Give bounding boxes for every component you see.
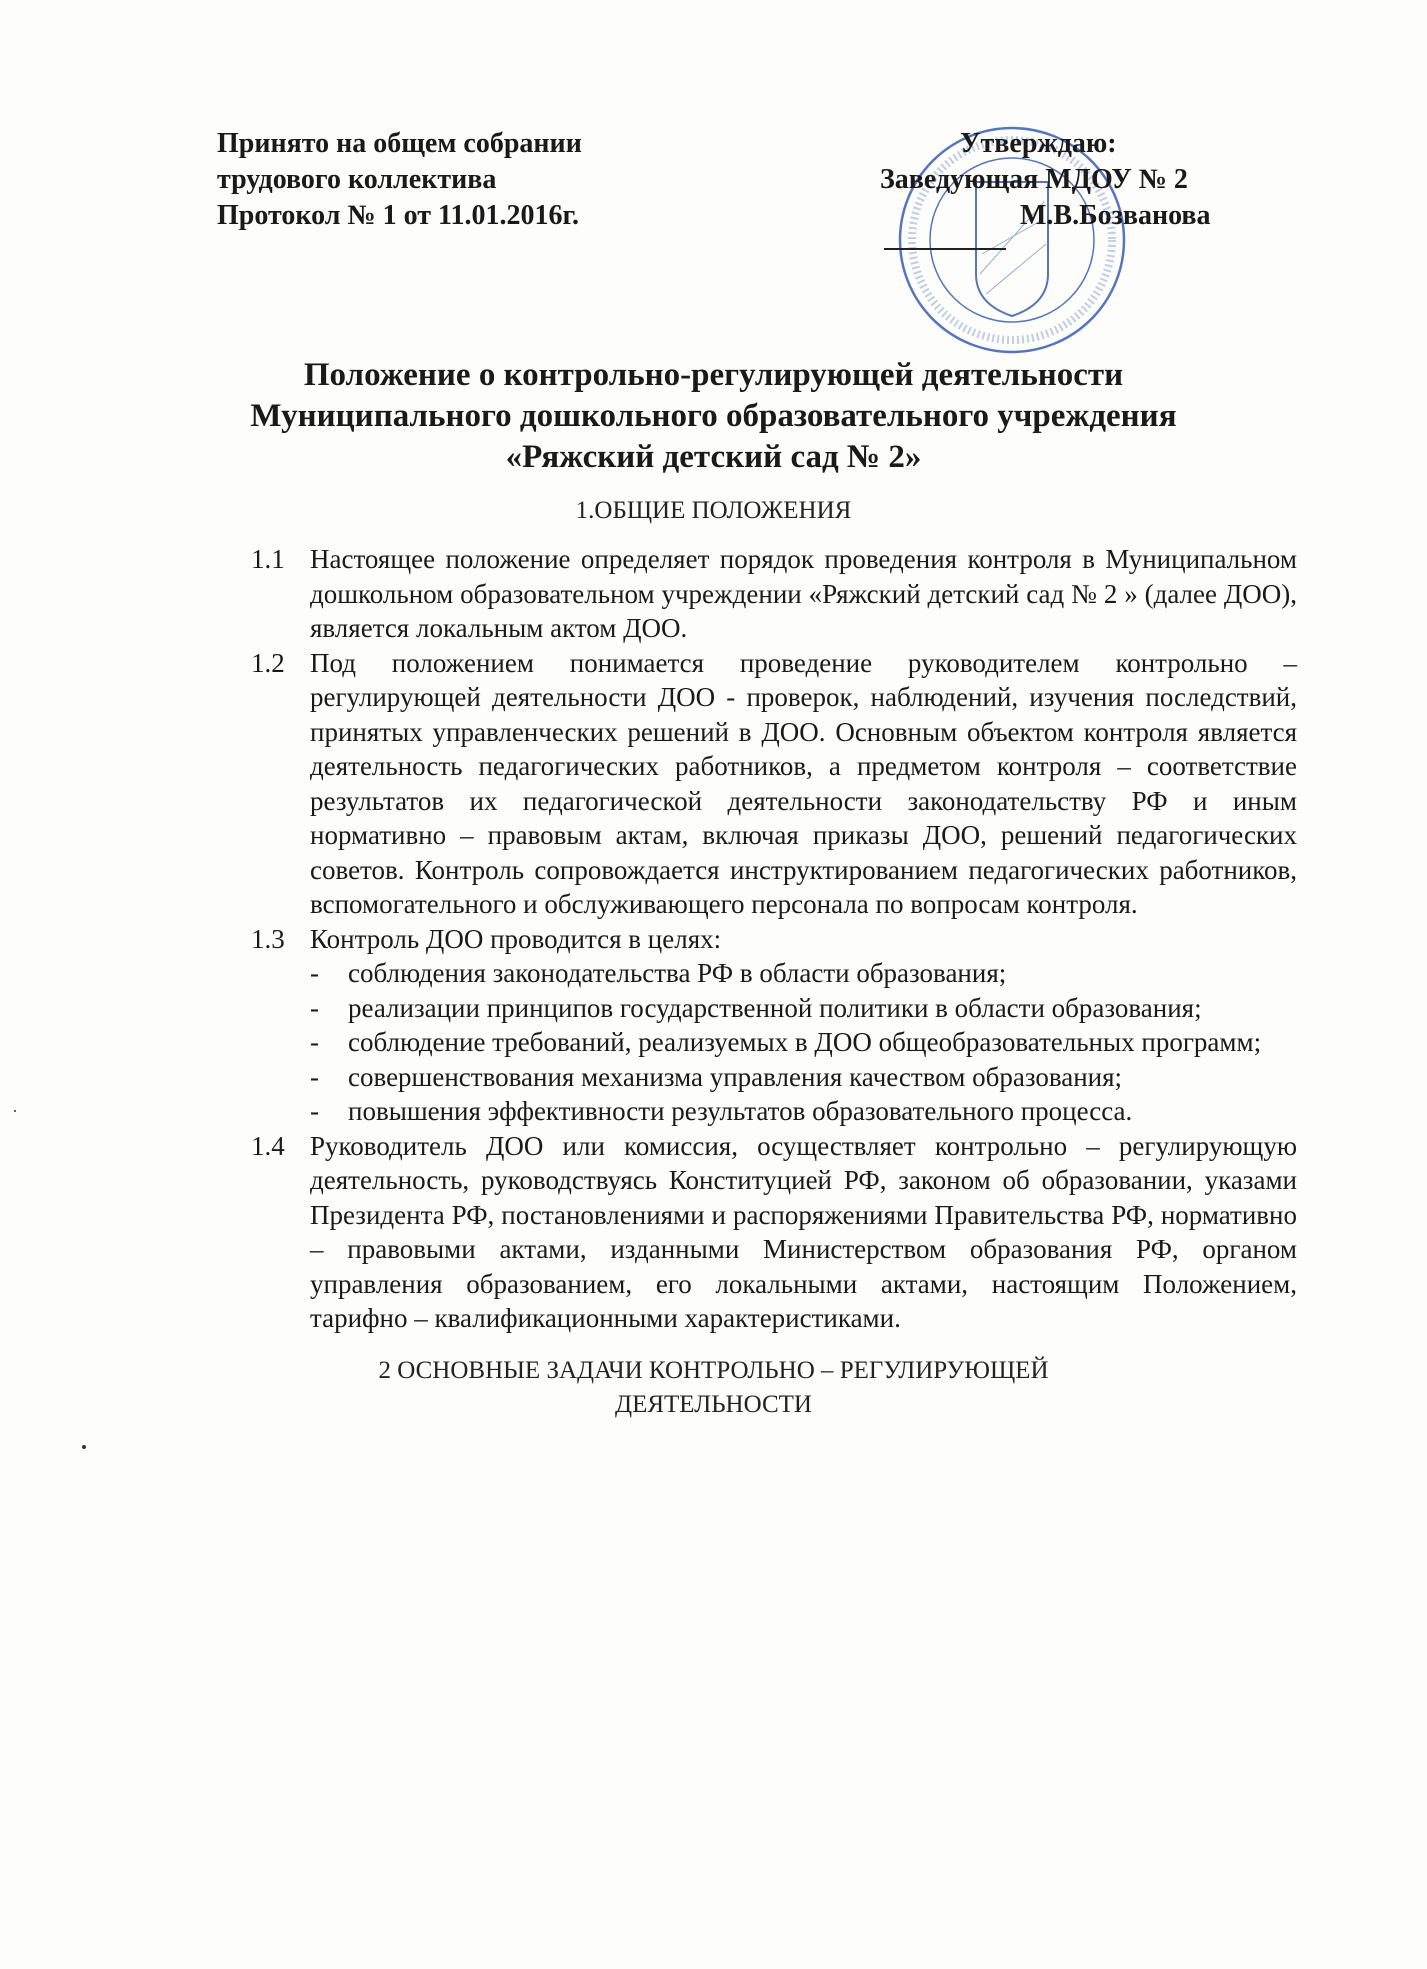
list-item [310, 1025, 1297, 1060]
heading-line: 2 ОСНОВНЫЕ ЗАДАЧИ КОНТРОЛЬНО – РЕГУЛИРУЮЩЕЙ [378, 1356, 1049, 1384]
goals-list [310, 956, 1297, 1129]
scan-speck [14, 1110, 16, 1112]
clause-number: 1.1 [251, 544, 285, 574]
bullet-dash: - [310, 1027, 319, 1057]
bullet-dash: - [310, 958, 319, 988]
list-item-text: соблюдения законодательства РФ в области образования; [348, 958, 1007, 988]
title-line: «Ряжский детский сад № 2» [505, 439, 922, 475]
list-item-text: соблюдение требований, реализуемых в ДОО общеобразовательных программ; [348, 1027, 1262, 1057]
clause-1-2 [251, 646, 1297, 922]
clause-1-3 [251, 922, 1297, 1129]
list-item [310, 991, 1297, 1026]
clause-1-4 [251, 1129, 1297, 1336]
document-title [0, 355, 1427, 478]
bullet-dash: - [310, 1061, 319, 1092]
list-item-text: реализации принципов государственной политики в области образования; [348, 992, 1202, 1023]
heading-line: ДЕЯТЕЛЬНОСТИ [615, 1390, 812, 1418]
bullet-dash: - [310, 1096, 319, 1126]
clause-1-1 [251, 542, 1297, 646]
section-heading-1: 1.ОБЩИЕ ПОЛОЖЕНИЯ [575, 497, 852, 524]
approval-block [880, 126, 1211, 234]
clause-text: Руководитель ДОО или комиссия, осуществляет контрольно – регулирующую деятельность, руководствуясь Конституцией РФ, законом об образовании, указами Президента РФ, постановлениями и распоряжениями Правительства РФ, нормативно – правовыми актами, изданными Министерством образования РФ, органом управления образованием, его локальными актами, настоящим Положением, тарифно – квалификационными характеристиками. [310, 1130, 1297, 1333]
protocol-line: Протокол № 1 от 11.01.2016г. [217, 200, 580, 231]
adoption-line: трудового коллектива [217, 164, 497, 195]
bullet-dash: - [310, 992, 319, 1023]
list-item-text: повышения эффективности результатов образовательного процесса. [348, 1096, 1133, 1126]
clause-number: 1.3 [251, 923, 285, 954]
clause-number: 1.4 [251, 1130, 285, 1161]
list-item-text: совершенствования механизма управления качеством образования; [348, 1061, 1123, 1092]
list-item [310, 1094, 1297, 1129]
approver-position: Заведующая МДОУ № 2 [880, 164, 1188, 195]
clause-text: Контроль ДОО проводится в целях: [310, 923, 722, 954]
list-item [310, 956, 1297, 991]
approver-name: М.В.Бозванова [1020, 200, 1211, 231]
signature-line [884, 248, 1006, 250]
section-heading-2 [0, 1354, 1427, 1422]
title-line: Положение о контрольно-регулирующей деятельности [303, 357, 1124, 393]
clause-text: Под положением понимается проведение руководителем контрольно – регулирующей деятельности ДОО - проверок, наблюдений, изучения последствий, принятых управленческих решений в ДОО. Основным объектом контроля является деятельность педагогических работников, а предметом контроля – соответствие результатов их педагогической деятельности законодательству РФ и иным нормативно – правовым актам, включая приказы ДОО, решений педагогических советов. Контроль сопровождается инструктированием педагогических работников, вспомогательного и обслуживающего персонала по вопросам контроля. [310, 647, 1297, 919]
approve-label: Утверждаю: [960, 128, 1117, 159]
title-line: Муниципального дошкольного образовательного учреждения [250, 398, 1177, 434]
clause-text: Настоящее положение определяет порядок проведения контроля в Муниципальном дошкольном образовательном учреждении «Ряжский детский сад № 2 » (далее ДОО), является локальным актом ДОО. [310, 544, 1297, 643]
list-item [310, 1060, 1297, 1095]
adoption-line: Принято на общем собрании [217, 128, 582, 159]
scan-speck [82, 1445, 86, 1449]
clause-number: 1.2 [251, 647, 285, 678]
